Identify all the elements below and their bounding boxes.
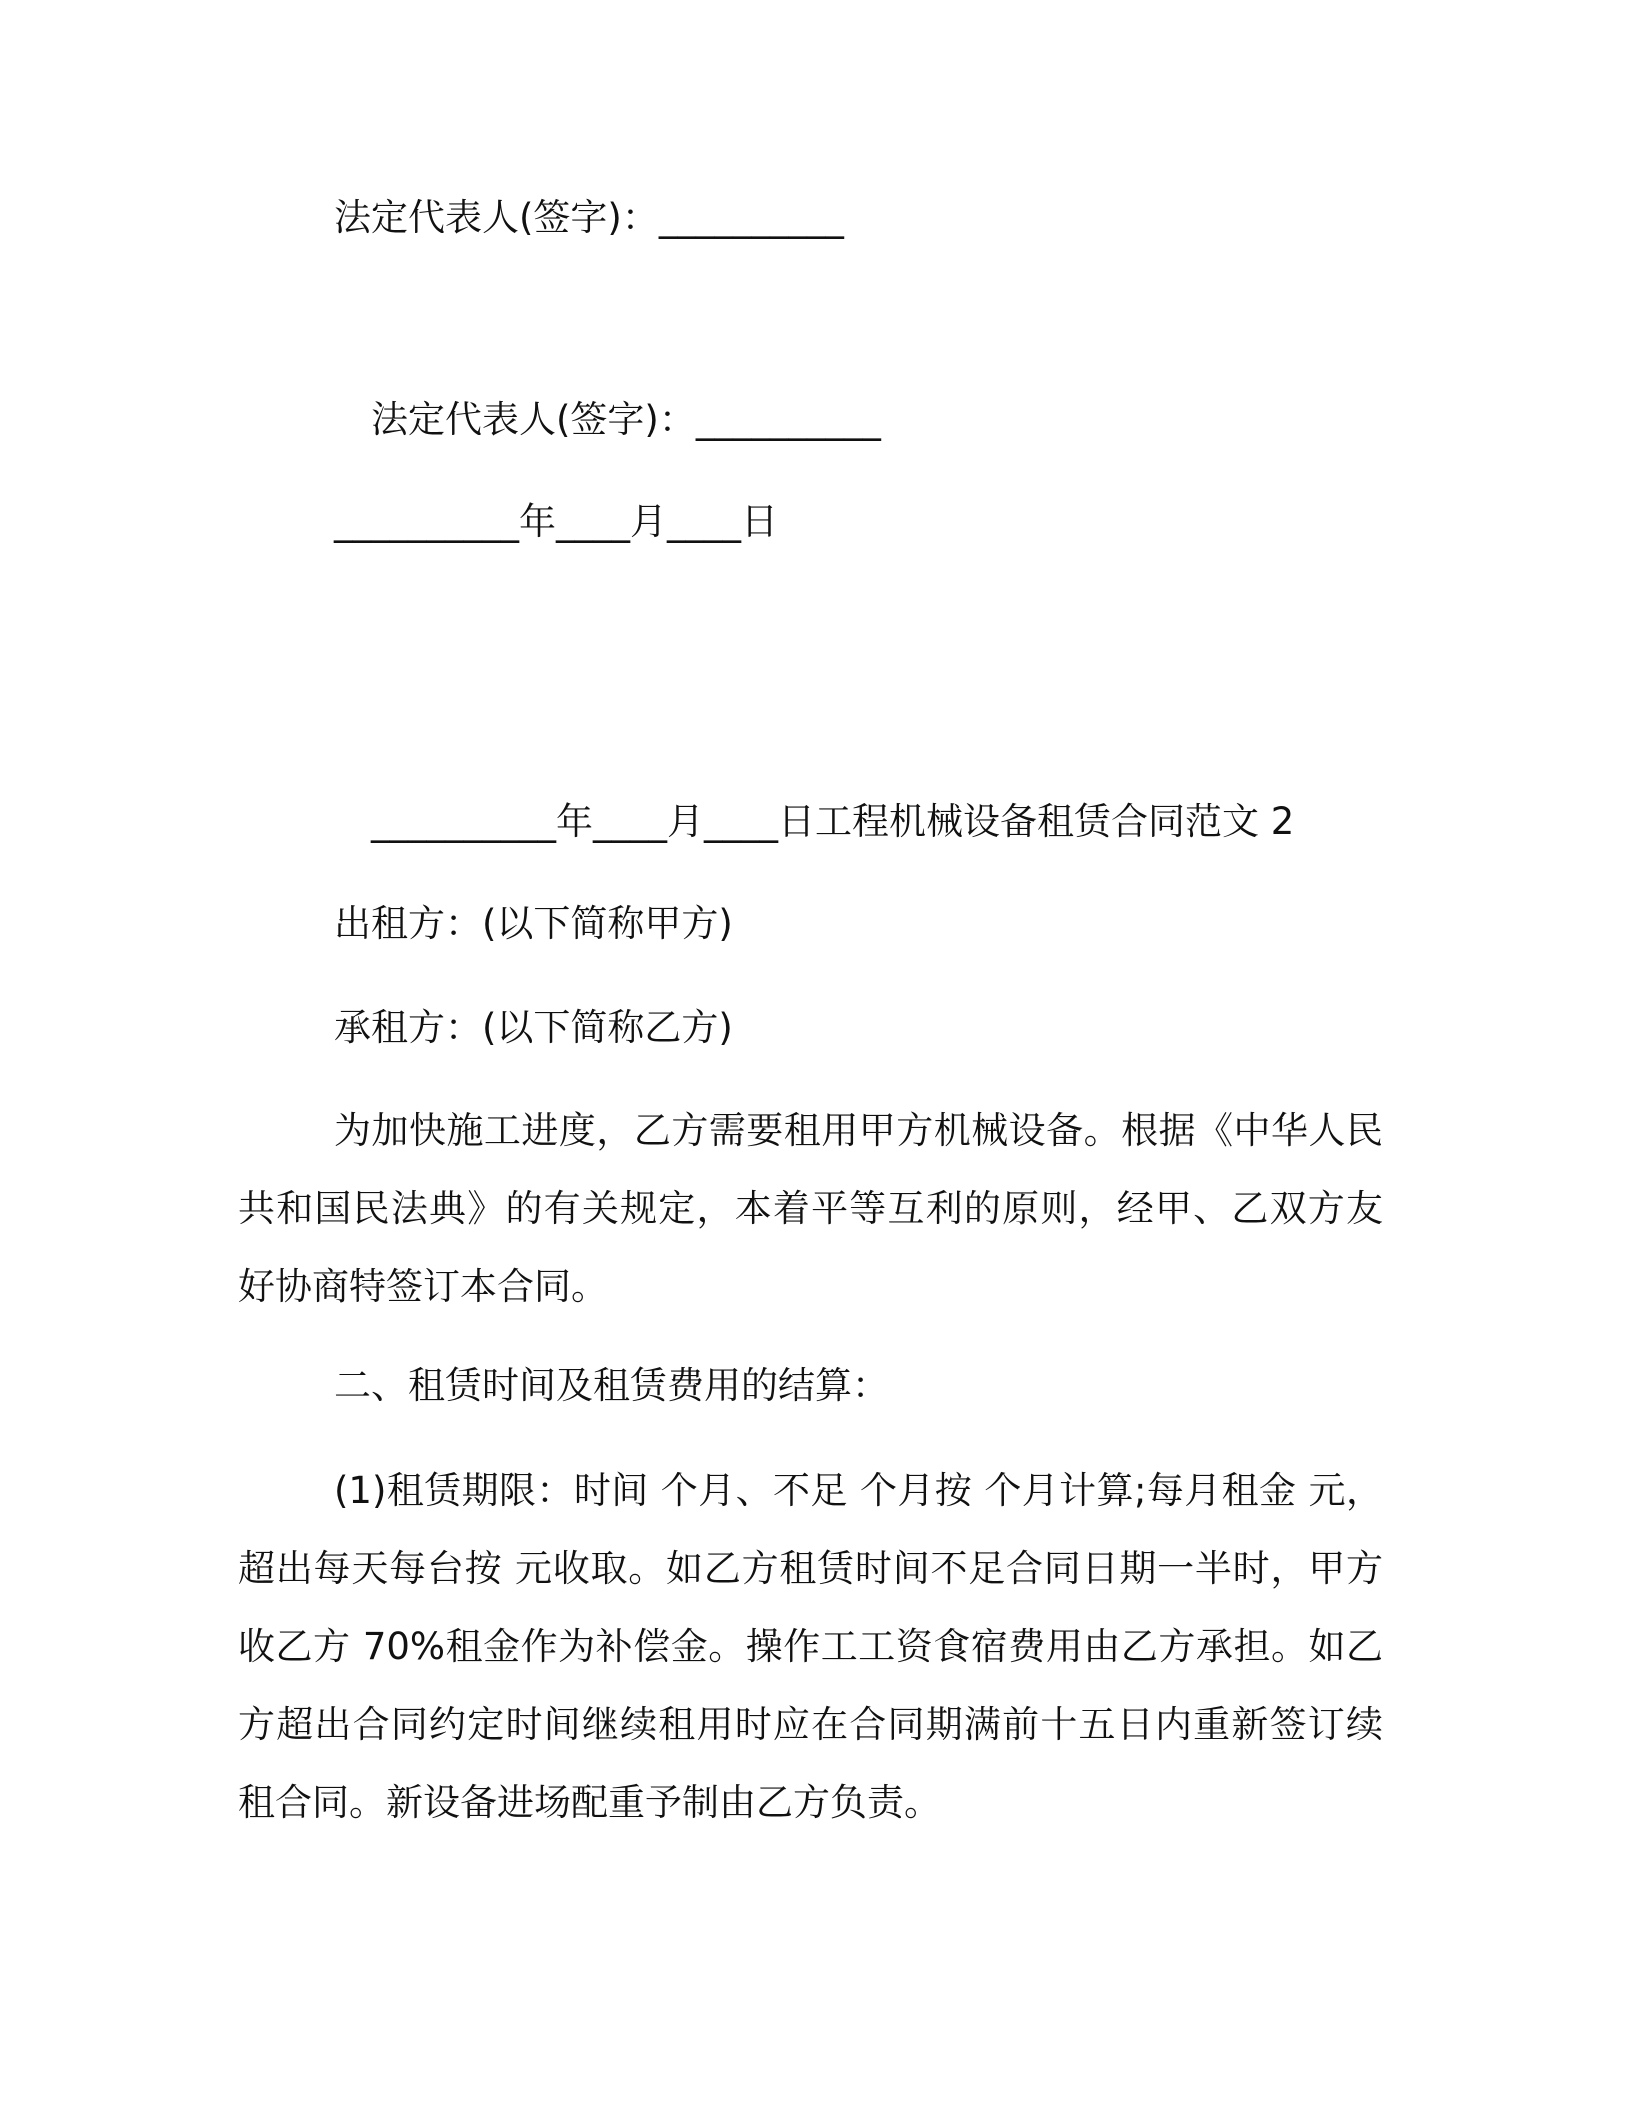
clause-1-paragraph: (1)租赁期限：时间 个月、不足 个月按 个月计算;每月租金 元，超出每天每台按 元收取。如乙方租赁时间不足合同日期一半时，甲方收乙方 70%租金作为补偿金。操作工工资食宿费用由乙方承担。如乙方超出合同约定时间继续租用时应在合同期满前十五日内重新签订续租合同。新设备进场配重予制由乙方负责。 [238,1469,1383,1824]
date-line: __________年____月____日 [334,500,778,543]
signature-line-2: 法定代表人(签字)：__________ [371,398,881,441]
lessor-line: 出租方：(以下简称甲方) [334,902,733,945]
lessee-line: 承租方：(以下简称乙方) [334,1006,733,1049]
signature-line-1: 法定代表人(签字)：__________ [334,196,844,239]
contract-title: __________年____月____日工程机械设备租赁合同范文 2 [371,800,1295,843]
intro-paragraph: 为加快施工进度，乙方需要租用甲方机械设备。根据《中华人民共和国民法典》的有关规定，本着平等互利的原则，经甲、乙双方友好协商特签订本合同。 [238,1109,1383,1308]
section-heading: 二、租赁时间及租赁费用的结算： [334,1364,889,1407]
